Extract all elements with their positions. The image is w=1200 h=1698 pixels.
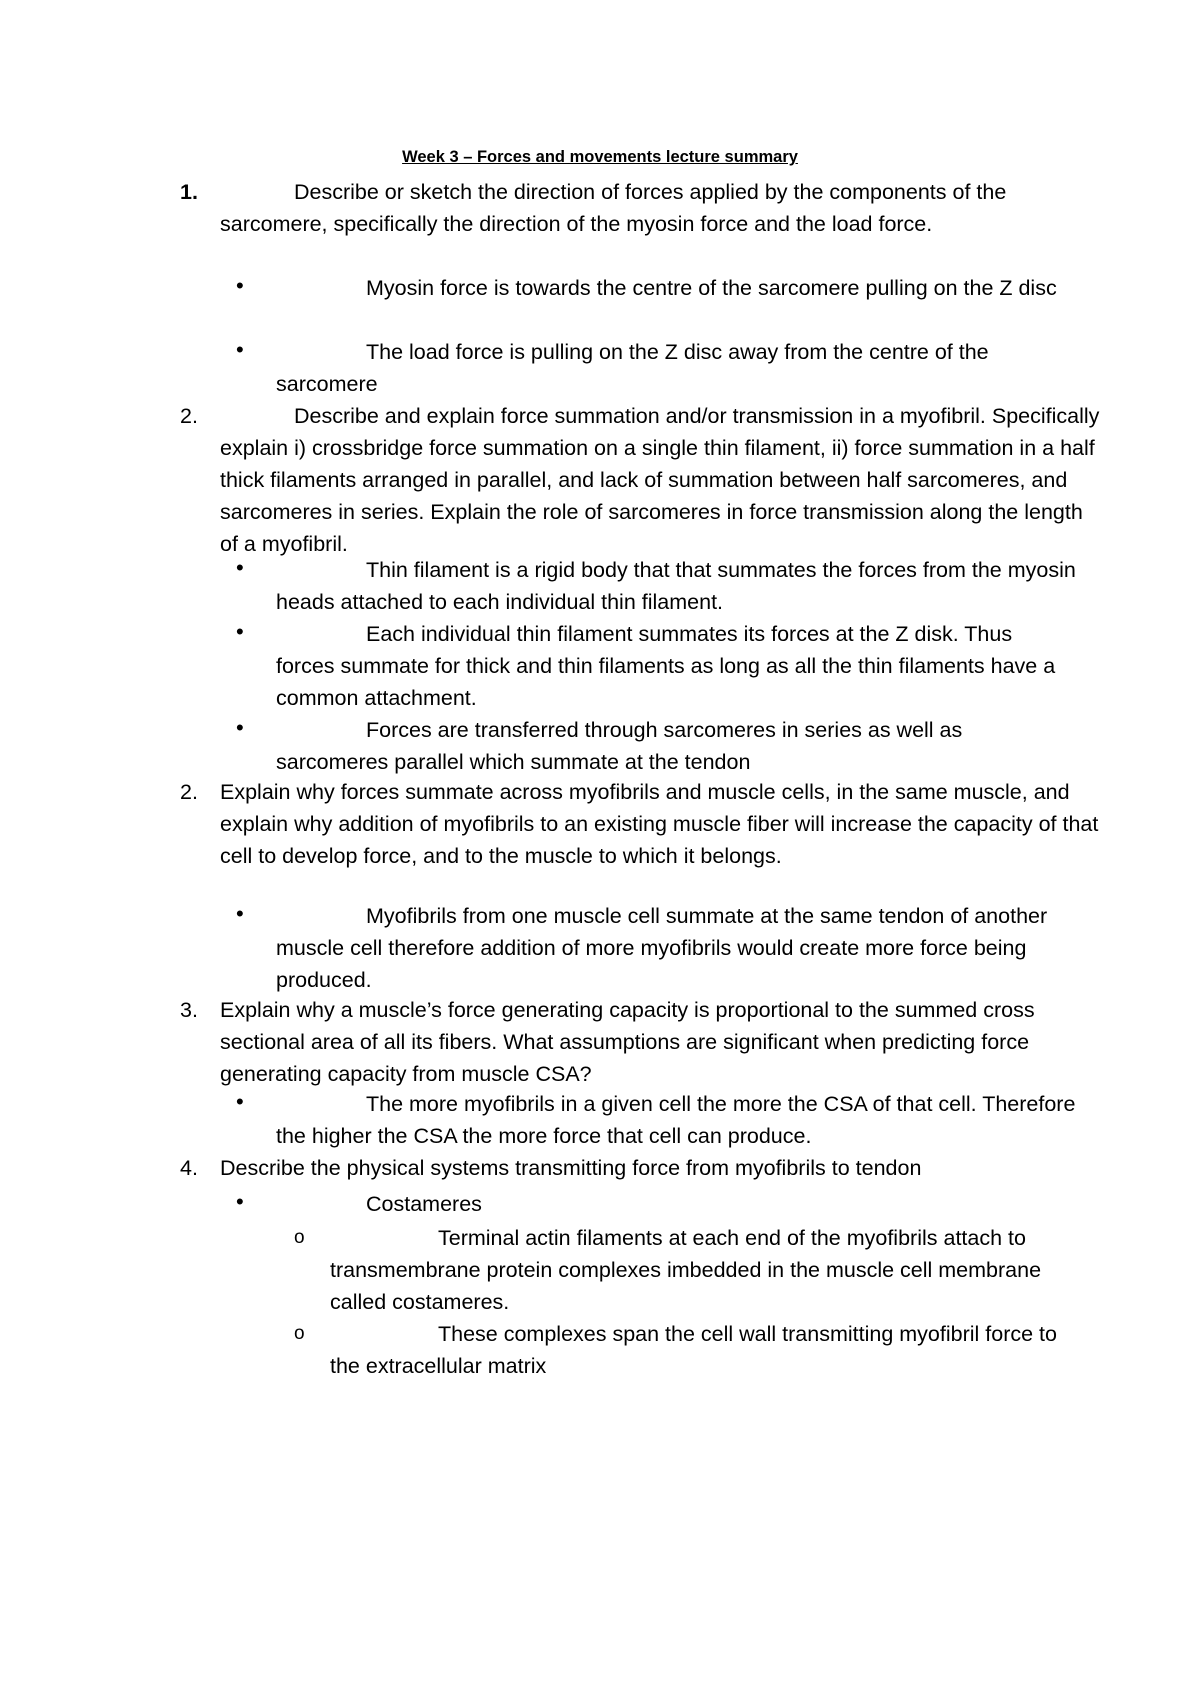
question-text: Describe the physical systems transmitting force from myofibrils to tendon [220, 1156, 922, 1180]
question-text: Describe or sketch the direction of forces applied by the components of the sarcomere, specifically the direction of the myosin force and the load force. [220, 180, 1007, 236]
item-number: 2. [180, 780, 198, 804]
item-number: 3. [180, 998, 198, 1022]
answer-text: Myofibrils from one muscle cell summate at the same tendon of another muscle cell therefore addition of more myofibrils would create more force being produced. [276, 904, 1048, 992]
answer-text: Costameres [366, 1192, 482, 1216]
sub-answer-text: Terminal actin filaments at each end of the myofibrils attach to transmembrane protein complexes imbedded in the muscle cell membrane called costameres. [330, 1226, 1042, 1314]
bullet-icon: • [236, 555, 244, 580]
sub-answer-text: These complexes span the cell wall transmitting myofibril force to the extracellular matrix [330, 1322, 1057, 1378]
bullet-icon: • [236, 1189, 244, 1214]
circle-bullet-icon: o [294, 1323, 305, 1344]
answer-text: Forces are transferred through sarcomeres in series as well as sarcomeres parallel which summate at the tendon [276, 718, 963, 774]
answer-text: The more myofibrils in a given cell the more the CSA of that cell. Therefore the higher the CSA the more force that cell can produce. [276, 1092, 1076, 1148]
bullet-icon: • [236, 273, 244, 298]
bullet-icon: • [236, 619, 244, 644]
answer-text: Each individual thin filament summates its forces at the Z disk. Thus forces summate for thick and thin filaments as long as all the thin filaments have a common attachment. [276, 622, 1056, 710]
question-text: Explain why a muscle’s force generating capacity is proportional to the summed cross sectional area of all its fibers. What assumptions are significant when predicting force generating capacity from muscle CSA? [220, 998, 1035, 1086]
question-text: Explain why forces summate across myofibrils and muscle cells, in the same muscle, and explain why addition of myofibrils to an existing muscle fiber will increase the capacity of that cell to develop force, and to the muscle to which it belongs. [220, 780, 1099, 868]
bullet-icon: • [236, 337, 244, 362]
answer-text: Thin filament is a rigid body that that summates the forces from the myosin heads attached to each individual thin filament. [276, 558, 1076, 614]
item-number: 4. [180, 1156, 198, 1180]
bullet-icon: • [236, 1089, 244, 1114]
question-text: Describe and explain force summation and/or transmission in a myofibril. Specifically explain i) crossbridge force summation on a single thin filament, ii) force summation in a half thick filaments arranged in parallel, and lack of summation between half sarcomeres, and sarcomeres in series. Explain the role of sarcomeres in force transmission along the length of a myofibril. [220, 404, 1100, 556]
answer-text: The load force is pulling on the Z disc away from the centre of the sarcomere [276, 340, 989, 396]
document-title: Week 3 – Forces and movements lecture summary [402, 148, 798, 166]
answer-text: Myosin force is towards the centre of the sarcomere pulling on the Z disc [366, 276, 1057, 300]
item-number: 1. [180, 180, 198, 204]
bullet-icon: • [236, 901, 244, 926]
circle-bullet-icon: o [294, 1227, 305, 1248]
item-number: 2. [180, 404, 198, 428]
bullet-icon: • [236, 715, 244, 740]
